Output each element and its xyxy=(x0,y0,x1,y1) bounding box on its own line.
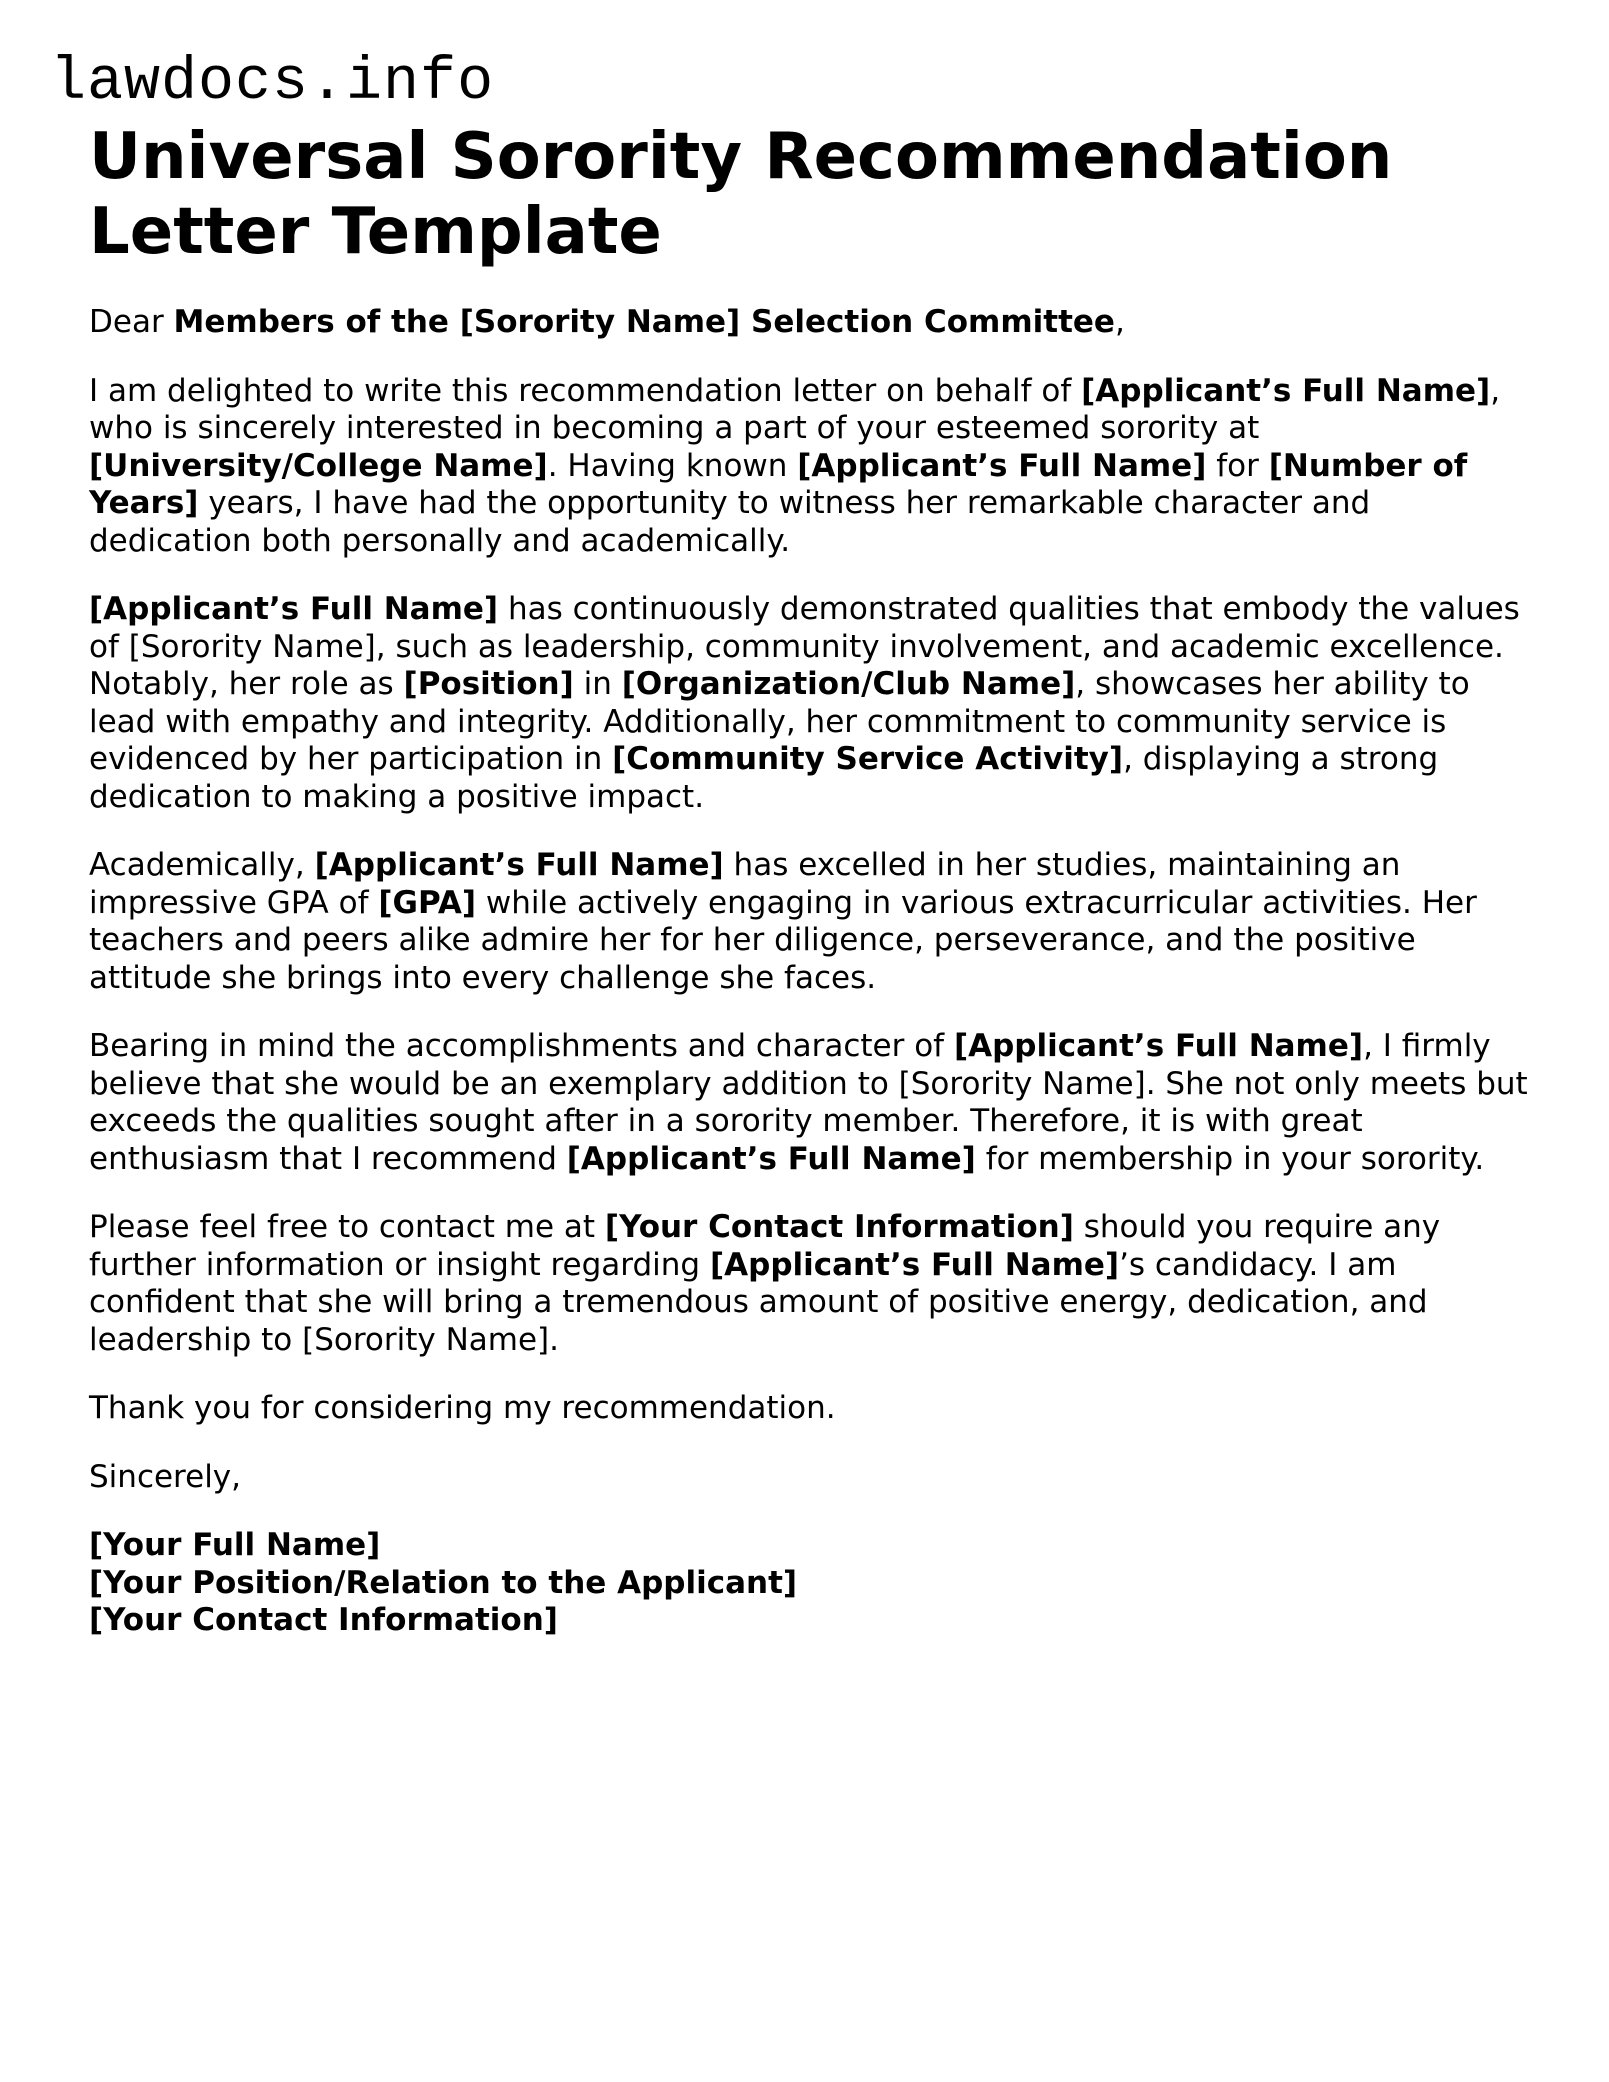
closing: Sincerely, xyxy=(89,1458,242,1495)
placeholder-applicant-name: [Applicant’s Full Name] xyxy=(566,1140,976,1177)
placeholder-applicant-name: [Applicant’s Full Name] xyxy=(709,1246,1120,1283)
placeholder-contact-info: [Your Contact Information] xyxy=(604,1209,1074,1245)
paragraph-thanks: Thank you for considering my recommendation. xyxy=(89,1390,836,1426)
text: should you require any further information or insight regarding xyxy=(89,1209,1441,1283)
text: Bearing in mind the accomplishments and character of xyxy=(89,1028,954,1064)
placeholder-applicant-name: [Applicant’s Full Name] xyxy=(89,591,499,627)
placeholder-gpa: [GPA] xyxy=(378,884,476,921)
text: , I firmly believe that she would be an exemplary addition to [Sorority Name]. She not only meets but exceeds the qualities sought after in a sorority member. Therefore, it is with great enthusiasm that I recommend xyxy=(89,1028,1528,1177)
salutation-committee: Members of the [Sorority Name] Selection Committee xyxy=(173,304,1115,340)
text: has continuously demonstrated qualities that embody the values of [Sorority Name], such as leadership, community involvement, and academic excellence. Notably, her role as xyxy=(89,591,1520,702)
signature-contact: [Your Contact Information] xyxy=(89,1602,558,1638)
text: ’s candidacy. I am confident that she will bring a tremendous amount of positive energy, dedication, and leadership to [Sorority Name]. xyxy=(89,1246,1428,1358)
placeholder-applicant-name: [Applicant’s Full Name] xyxy=(797,447,1207,484)
text: , showcases her ability to lead with empathy and integrity. Additionally, her commitment to community service is evidenced by her participation in xyxy=(89,666,1470,777)
placeholder-university: [University/College Name] xyxy=(89,447,548,484)
text: for membership in your sorority. xyxy=(975,1140,1485,1177)
text: , displaying a strong dedication to making a positive impact. xyxy=(89,741,1439,815)
placeholder-applicant-name: [Applicant’s Full Name] xyxy=(1081,372,1491,409)
text: years, I have had the opportunity to witness her remarkable character and dedication both personally and academically. xyxy=(89,485,1371,559)
placeholder-applicant-name: [Applicant’s Full Name] xyxy=(953,1028,1364,1064)
signature-position: [Your Position/Relation to the Applicant] xyxy=(89,1564,798,1601)
text: I am delighted to write this recommendation letter on behalf of xyxy=(89,372,1082,409)
signature-block xyxy=(89,1527,1529,1640)
text: . Having known xyxy=(547,447,798,484)
signature-name: [Your Full Name] xyxy=(89,1527,381,1563)
text: Academically, xyxy=(89,847,315,883)
text: Please feel free to contact me at xyxy=(89,1209,605,1245)
salutation-dear: Dear xyxy=(89,304,174,340)
paragraph-introduction xyxy=(89,373,1529,561)
placeholder-community-service: [Community Service Activity] xyxy=(612,741,1124,777)
placeholder-position: [Position] xyxy=(403,666,574,702)
text: , who is sincerely interested in becoming a part of your esteemed sorority at xyxy=(89,372,1501,446)
salutation-comma: , xyxy=(1114,304,1125,340)
placeholder-number-of-years: [Number of Years] xyxy=(89,447,1468,521)
paragraph-qualities xyxy=(89,591,1529,816)
letter-document xyxy=(89,120,1529,1640)
text: for xyxy=(1206,447,1269,484)
letter-body xyxy=(89,304,1529,1640)
text: while actively engaging in various extracurricular activities. Her teachers and peers alike admire her for her diligence, perseverance, and the positive attitude she brings into every challenge she faces. xyxy=(89,884,1477,996)
site-watermark: lawdocs.info xyxy=(50,49,495,117)
text: has excelled in her studies, maintaining an impressive GPA of xyxy=(89,847,1401,921)
placeholder-organization: [Organization/Club Name] xyxy=(621,666,1076,702)
text: in xyxy=(573,666,622,702)
placeholder-applicant-name: [Applicant’s Full Name] xyxy=(314,847,724,883)
salutation xyxy=(89,304,1529,342)
paragraph-academics xyxy=(89,847,1529,997)
paragraph-contact xyxy=(89,1209,1529,1359)
document-title: Universal Sorority Recommendation Letter Template xyxy=(89,120,1393,269)
paragraph-recommendation xyxy=(89,1028,1529,1178)
